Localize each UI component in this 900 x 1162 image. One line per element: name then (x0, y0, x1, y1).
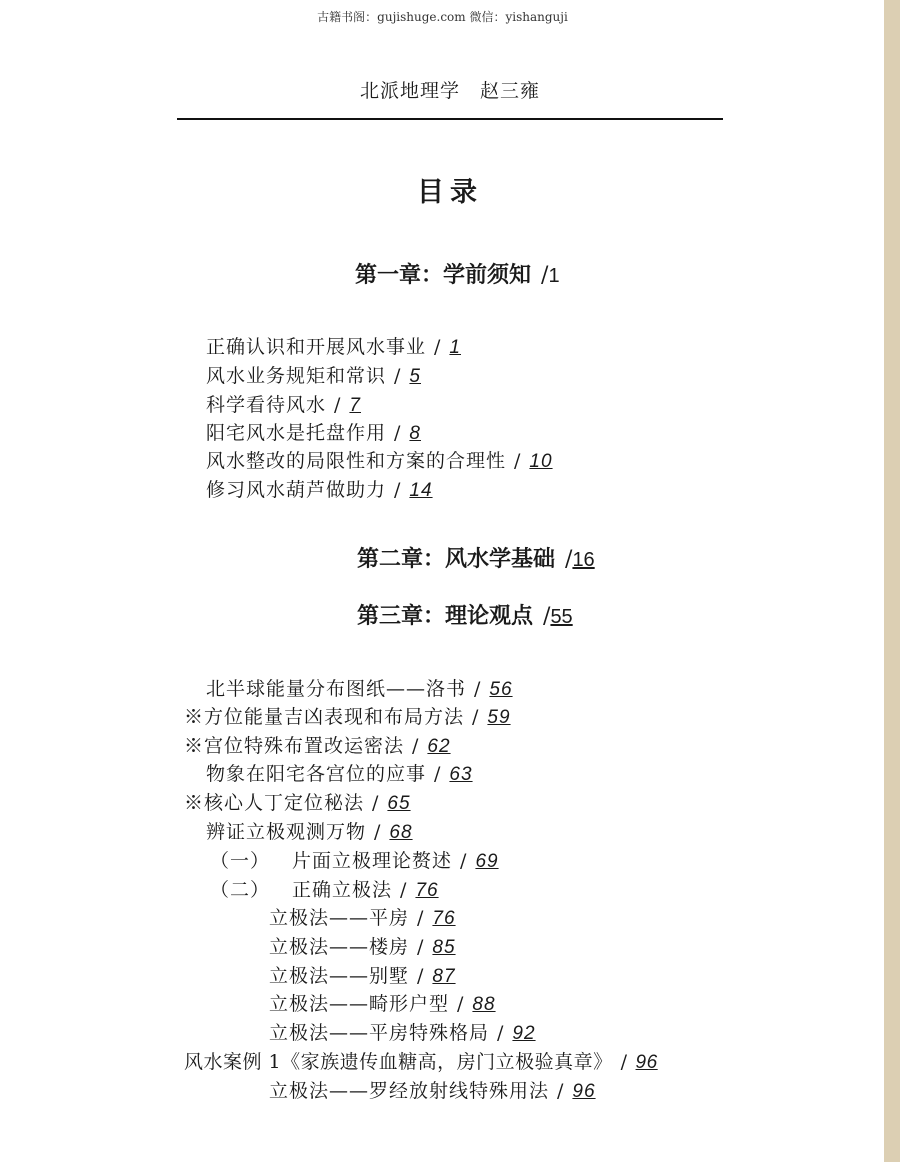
chapter-page: 16 (572, 549, 595, 571)
toc-entry[interactable] (184, 731, 451, 758)
entry-title: 立极法——罗经放射线特殊用法 (269, 1080, 550, 1102)
toc-entry[interactable] (206, 418, 431, 445)
chapter-label: 第二章：风水学基础 (357, 546, 556, 572)
entry-title: 立极法——畸形户型 (269, 993, 450, 1015)
entry-title: 立极法——平房特殊格局 (269, 1022, 490, 1044)
entry-slash: / (474, 678, 482, 700)
entry-page: 14 (409, 480, 433, 501)
toc-entry[interactable] (206, 674, 513, 701)
entry-page: 1 (449, 337, 461, 358)
entry-title: 阳宅风水是托盘作用 (206, 422, 387, 444)
entry-slash: / (412, 735, 420, 757)
entry-title: ※宫位特殊布置改运密法 (184, 735, 405, 757)
entry-title: 辨证立极观测万物 (206, 821, 367, 843)
header-rule (177, 118, 723, 120)
toc-entry[interactable] (269, 961, 456, 988)
toc-entry[interactable] (210, 875, 439, 902)
entry-title: ※核心人丁定位秘法 (184, 792, 365, 814)
chapter-heading-3[interactable] (357, 599, 573, 630)
toc-entry[interactable] (206, 390, 371, 417)
entry-title: 物象在阳宅各宫位的应事 (206, 763, 427, 785)
toc-title: 目录 (417, 177, 483, 208)
entry-page: 85 (432, 937, 456, 958)
entry-slash: / (417, 965, 425, 987)
entry-slash: / (372, 792, 380, 814)
entry-page: 92 (512, 1023, 536, 1044)
chapter-label: 第三章：理论观点 (357, 603, 534, 629)
entry-title: ※方位能量吉凶表现和布局方法 (184, 706, 465, 728)
toc-entry[interactable] (210, 846, 499, 873)
entry-page: 10 (529, 451, 553, 472)
entry-title: 科学看待风水 (206, 394, 327, 416)
chapter-label: 第一章：学前须知 (355, 262, 532, 288)
toc-entry[interactable] (206, 475, 433, 502)
entry-slash: / (417, 907, 425, 929)
entry-slash: / (394, 365, 402, 387)
toc-entry[interactable] (269, 1076, 596, 1103)
entry-slash: / (434, 336, 442, 358)
toc-entry[interactable] (184, 788, 411, 815)
entry-title: 风水案例 1《家族遗传血糖高，房门立极验真章》 (184, 1051, 613, 1073)
entry-page: 5 (409, 366, 421, 387)
entry-slash: / (417, 936, 425, 958)
toc-entry[interactable] (269, 989, 496, 1016)
chapter-slash: / (541, 263, 549, 288)
entry-slash: / (497, 1022, 505, 1044)
entry-page: 68 (389, 822, 413, 843)
entry-slash: / (374, 821, 382, 843)
entry-slash: / (457, 993, 465, 1015)
entry-title: 北半球能量分布图纸——洛书 (206, 678, 467, 700)
chapter-page: 1 (548, 265, 560, 287)
entry-page: 63 (449, 764, 473, 785)
entry-title: 风水整改的局限性和方案的合理性 (206, 450, 507, 472)
entry-title: 修习风水葫芦做助力 (206, 479, 387, 501)
entry-slash: / (472, 706, 480, 728)
entry-title: 立极法——楼房 (269, 936, 410, 958)
running-head: 北派地理学 赵三雍 (359, 80, 540, 102)
entry-page: 62 (427, 736, 451, 757)
toc-entry[interactable] (206, 759, 473, 786)
entry-slash: / (514, 450, 522, 472)
entry-page: 56 (489, 679, 513, 700)
entry-slash: / (434, 763, 442, 785)
entry-number: （二） (210, 879, 271, 901)
chapter-slash: / (565, 547, 573, 572)
entry-page: 59 (487, 707, 511, 728)
entry-slash: / (460, 850, 468, 872)
entry-title: 正确立极法 (292, 879, 393, 901)
entry-page: 87 (432, 966, 456, 987)
entry-slash: / (557, 1080, 565, 1102)
entry-slash: / (394, 422, 402, 444)
toc-entry[interactable] (206, 446, 553, 473)
entry-page: 88 (472, 994, 496, 1015)
toc-entry[interactable] (206, 361, 431, 388)
entry-title: 正确认识和开展风水事业 (206, 336, 427, 358)
chapter-heading-1[interactable] (355, 258, 560, 289)
entry-title: 片面立极理论赘述 (292, 850, 453, 872)
toc-entry[interactable] (269, 932, 456, 959)
entry-title: 立极法——别墅 (269, 965, 410, 987)
entry-slash: / (620, 1051, 628, 1073)
toc-entry[interactable] (184, 702, 511, 729)
entry-slash: / (400, 879, 408, 901)
chapter-heading-2[interactable] (357, 542, 595, 573)
entry-page: 8 (409, 423, 421, 444)
page-edge-strip (884, 0, 900, 1162)
entry-title: 风水业务规矩和常识 (206, 365, 387, 387)
entry-title: 立极法——平房 (269, 907, 410, 929)
chapter-page: 55 (550, 606, 573, 628)
entry-page: 76 (432, 908, 456, 929)
entry-page: 65 (387, 793, 411, 814)
entry-page: 96 (572, 1081, 596, 1102)
toc-entry[interactable] (269, 1018, 536, 1045)
entry-page: 69 (475, 851, 499, 872)
toc-entry[interactable] (269, 903, 456, 930)
chapter-slash: / (543, 604, 551, 629)
toc-entry[interactable] (206, 332, 471, 359)
entry-number: （一） (210, 850, 271, 872)
entry-page: 76 (415, 880, 439, 901)
entry-slash: / (394, 479, 402, 501)
entry-slash: / (334, 394, 342, 416)
watermark: 古籍书阁：gujishuge.com 微信：yishanguji (317, 10, 568, 24)
entry-page: 7 (349, 395, 361, 416)
entry-page: 96 (635, 1052, 658, 1073)
toc-entry[interactable] (206, 817, 413, 844)
toc-entry[interactable] (184, 1047, 658, 1074)
